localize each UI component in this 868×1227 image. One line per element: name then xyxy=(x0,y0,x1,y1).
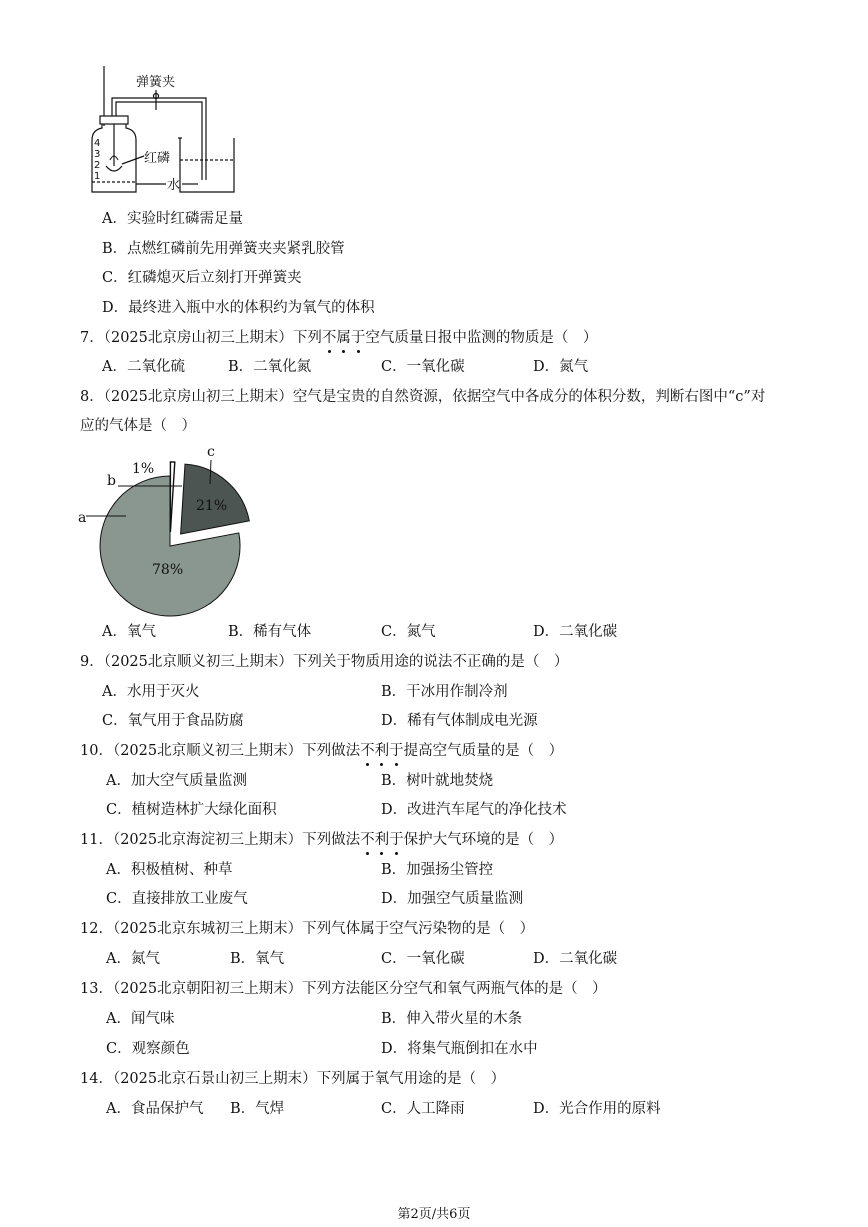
page-footer: 第2页/共6页 xyxy=(397,1207,471,1222)
q14-number: 14． xyxy=(80,1071,113,1087)
q13-option-c: C．观察颜色 xyxy=(106,1041,190,1057)
q14-text: 下列属于氧气用途的是（ ） xyxy=(316,1071,506,1087)
q6-option-b: B．点燃红磷前先用弹簧夹夹紧乳胶管 xyxy=(102,241,345,257)
q7-option-b: B．二氧化氮 xyxy=(228,359,312,375)
q11-option-d: D．加强空气质量监测 xyxy=(381,891,524,907)
q12-option-d: D．二氧化碳 xyxy=(533,951,618,967)
q13-option-d: D．将集气瓶倒扣在水中 xyxy=(381,1041,538,1057)
q10-option-d: D．改进汽车尾气的净化技术 xyxy=(381,802,567,818)
q13-source: （2025北京朝阳初三上期末） xyxy=(112,981,303,997)
q13-number: 13． xyxy=(80,981,113,997)
q8-text: 空气是宝贵的自然资源，依据空气中各成分的体积分数，判断右图中“c”对 xyxy=(292,389,766,405)
q10-number: 10． xyxy=(80,743,113,759)
q6-option-c: C．红磷熄灭后立刻打开弹簧夹 xyxy=(102,270,302,286)
q12-option-c: C．一氧化碳 xyxy=(381,951,465,967)
q11-option-b: B．加强扬尘管控 xyxy=(381,862,494,878)
q11-text-pre: 下列做法 xyxy=(302,832,361,848)
q12-option-a: A．氮气 xyxy=(106,951,160,967)
q10-stem xyxy=(80,741,563,761)
pie-slice-b xyxy=(170,462,174,532)
emphasis-char: 不 xyxy=(321,330,337,346)
q14-option-d: D．光合作用的原料 xyxy=(533,1101,661,1117)
q11-option-a: A．积极植树、种草 xyxy=(106,862,233,878)
q9-option-a: A．水用于灭火 xyxy=(102,684,200,700)
q12-stem xyxy=(80,919,534,939)
q9-option-d: D．稀有气体制成电光源 xyxy=(381,713,538,729)
emphasis-char: 利 xyxy=(374,832,390,848)
q10-source: （2025北京顺义初三上期末） xyxy=(112,743,303,759)
air-composition-pie-chart xyxy=(74,444,264,620)
q9-text: 下列关于物质用途的说法不正确的是（ ） xyxy=(292,654,569,670)
q11-stem xyxy=(80,830,563,850)
emphasis-char: 于 xyxy=(350,330,366,346)
q13-option-a: A．闻气味 xyxy=(106,1011,175,1027)
scale-mark: 3 xyxy=(94,149,101,160)
emphasis-char: 不 xyxy=(360,832,375,848)
q7-stem xyxy=(80,328,597,348)
q8-source: （2025北京房山初三上期末） xyxy=(103,389,293,405)
q13-stem xyxy=(80,979,607,999)
q6-option-d: D．最终进入瓶中水的体积约为氧气的体积 xyxy=(102,300,375,316)
pie-label-a: a xyxy=(78,510,87,526)
q9-source: （2025北京顺义初三上期末） xyxy=(103,654,293,670)
q12-option-b: B．氧气 xyxy=(230,951,285,967)
q11-option-c: C．直接排放工业废气 xyxy=(106,891,248,907)
emphasis-char: 于 xyxy=(389,743,404,759)
q7-option-c: C．一氧化碳 xyxy=(381,359,465,375)
q10-option-b: B．树叶就地焚烧 xyxy=(381,773,494,789)
q9-option-b: B．干冰用作制冷剂 xyxy=(381,684,508,700)
q8-stem-line2: 应的气体是（ ） xyxy=(80,418,196,434)
pie-value-c: 21% xyxy=(196,498,228,514)
emphasis-char: 不 xyxy=(360,743,375,759)
emphasis-char: 于 xyxy=(389,832,404,848)
q7-source: （2025北京房山初三上期末） xyxy=(103,330,293,346)
q6-option-a: A．实验时红磷需足量 xyxy=(102,211,243,227)
q8-option-d: D．二氧化碳 xyxy=(533,624,618,640)
q7-text-post: 空气质量日报中监测的物质是（ ） xyxy=(365,330,598,346)
pie-label-b: b xyxy=(107,473,116,489)
pie-label-c: c xyxy=(207,444,215,460)
q10-text-pre: 下列做法 xyxy=(302,743,361,759)
q14-stem xyxy=(80,1069,505,1089)
q10-option-c: C．植树造林扩大绿化面积 xyxy=(106,802,277,818)
q13-option-b: B．伸入带火星的木条 xyxy=(381,1011,523,1027)
q14-source: （2025北京石景山初三上期末） xyxy=(112,1071,317,1087)
q9-stem xyxy=(80,652,568,672)
q8-option-c: C．氮气 xyxy=(381,624,436,640)
emphasis-char: 属 xyxy=(336,330,351,346)
pie-value-a: 78% xyxy=(152,562,184,578)
q10-text-post: 提高空气质量的是（ ） xyxy=(403,743,564,759)
q9-option-c: C．氧气用于食品防腐 xyxy=(102,713,244,729)
scale-mark: 1 xyxy=(94,171,101,182)
q8-option-a: A．氧气 xyxy=(102,624,156,640)
q7-option-d: D．氮气 xyxy=(533,359,589,375)
q11-number: 11． xyxy=(80,832,113,848)
q14-option-c: C．人工降雨 xyxy=(381,1101,465,1117)
q14-option-a: A．食品保护气 xyxy=(106,1101,204,1117)
q7-option-a: A．二氧化硫 xyxy=(102,359,185,375)
q8-number: 8． xyxy=(80,389,104,405)
water-label: 水 xyxy=(167,178,181,193)
apparatus-figure xyxy=(82,64,242,198)
clip-label: 弹簧夹 xyxy=(136,75,176,90)
q7-text-pre: 下列 xyxy=(292,330,322,346)
scale-mark: 4 xyxy=(94,138,101,149)
q12-number: 12． xyxy=(80,921,113,937)
emphasis-char: 利 xyxy=(374,743,390,759)
q12-text: 下列气体属于空气污染物的是（ ） xyxy=(302,921,535,937)
q12-source: （2025北京东城初三上期末） xyxy=(112,921,303,937)
q8-option-b: B．稀有气体 xyxy=(228,624,312,640)
phosphorus-label: 红磷 xyxy=(144,151,171,166)
q9-number: 9． xyxy=(80,654,104,670)
q11-source: （2025北京海淀初三上期末） xyxy=(112,832,303,848)
q10-option-a: A．加大空气质量监测 xyxy=(106,773,247,789)
q8-stem-line1 xyxy=(80,387,765,407)
q13-text: 下列方法能区分空气和氧气两瓶气体的是（ ） xyxy=(302,981,607,997)
scale-mark: 2 xyxy=(94,160,101,171)
q11-text-post: 保护大气环境的是（ ） xyxy=(403,832,564,848)
q7-number: 7． xyxy=(80,330,104,346)
pie-value-b: 1% xyxy=(132,461,155,477)
q14-option-b: B．气焊 xyxy=(230,1101,285,1117)
